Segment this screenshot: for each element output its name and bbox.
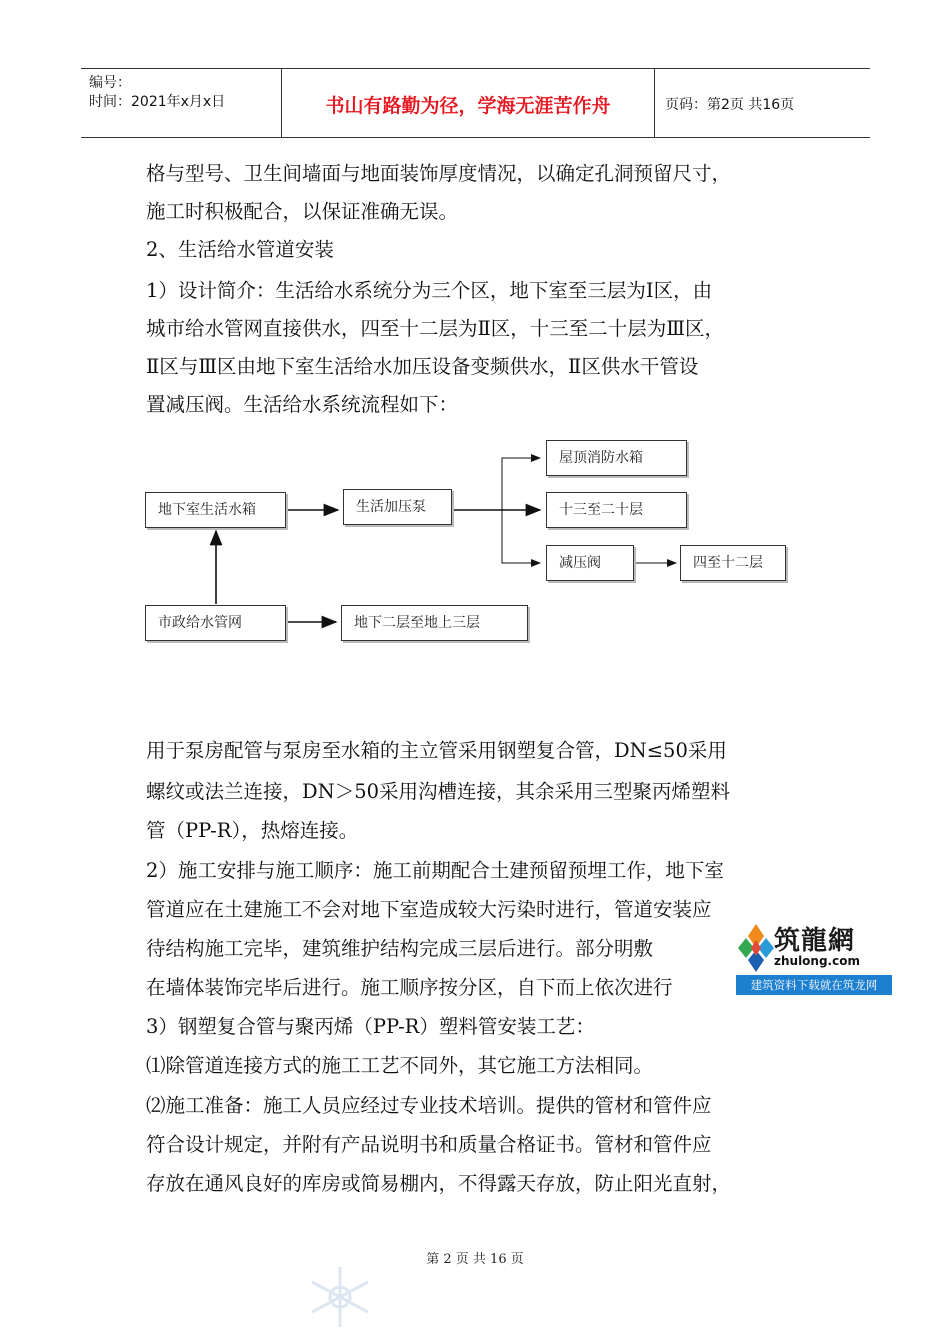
body-line: 用于泵房配管与泵房至水箱的主立管采用钢塑复合管，DN≤50采用 [146, 739, 727, 762]
body-line: 在墙体装饰完毕后进行。施工顺序按分区，自下而上依次进行 [146, 976, 673, 999]
body-line: 管（PP-R），热熔连接。 [146, 819, 359, 842]
body-line: 城市给水管网直接供水，四至十二层为Ⅱ区，十三至二十层为Ⅲ区， [146, 317, 725, 340]
box-roof-tank: 屋顶消防水箱 [546, 440, 687, 476]
box-floors-13-20: 十三至二十层 [546, 492, 687, 528]
number-label: 编号： [89, 75, 131, 91]
body-line: 1）设计简介：生活给水系统分为三个区，地下室至三层为Ⅰ区，由 [146, 279, 713, 302]
body-line: 待结构施工完毕，建筑维护结构完成三层后进行。部分明敷 [146, 937, 654, 960]
box-floors-4-12: 四至十二层 [680, 545, 786, 581]
snowflake-watermark-icon [300, 1262, 380, 1332]
box-prv: 减压阀 [546, 545, 634, 581]
body-line: Ⅱ区与Ⅲ区由地下室生活给水加压设备变频供水，Ⅱ区供水干管设 [146, 355, 699, 378]
body-line: 3）钢塑复合管与聚丙烯（PP-R）塑料管安装工艺： [146, 1015, 595, 1038]
zhulong-logo-icon [736, 920, 776, 976]
body-line: 施工时积极配合，以保证准确无误。 [146, 200, 459, 223]
page-header [81, 68, 870, 138]
body-line: 2）施工安排与施工顺序：施工前期配合土建预留预埋工作，地下室 [146, 859, 724, 882]
zhulong-watermark [736, 918, 892, 998]
box-booster-pump: 生活加压泵 [343, 489, 452, 525]
box-municipal-supply: 市政给水管网 [145, 605, 286, 641]
time-label: 时间：2021年x月x日 [89, 94, 226, 110]
page-label: 页码：第2页 共16页 [665, 97, 795, 113]
body-line: 管道应在土建施工不会对地下室造成较大污染时进行，管道安装应 [146, 898, 712, 921]
watermark-url: zhulong.com [774, 954, 860, 968]
body-line: 置减压阀。生活给水系统流程如下： [146, 393, 459, 416]
box-basement-tank: 地下室生活水箱 [145, 492, 286, 528]
body-line: 符合设计规定，并附有产品说明书和质量合格证书。管材和管件应 [146, 1133, 712, 1156]
motto: 书山有路勤为径，学海无涯苦作舟 [325, 95, 611, 117]
watermark-slogan: 建筑资料下载就在筑龙网 [736, 975, 892, 995]
page-footer: 第 2 页 共 16 页 [426, 1252, 524, 1267]
body-line: 螺纹或法兰连接，DN＞50采用沟槽连接，其余采用三型聚丙烯塑料 [146, 780, 731, 803]
body-line: 存放在通风良好的库房或简易棚内，不得露天存放，防止阳光直射， [146, 1172, 732, 1195]
box-floors-b2-3: 地下二层至地上三层 [341, 605, 528, 641]
header-motto-cell [282, 69, 655, 137]
header-meta-cell [81, 69, 282, 137]
watermark-brand: 筑龍網 [774, 926, 856, 956]
section-heading: 2、生活给水管道安装 [146, 238, 334, 261]
body-line: 格与型号、卫生间墙面与地面装饰厚度情况，以确定孔洞预留尺寸， [146, 162, 732, 185]
header-page-cell [655, 69, 870, 137]
body-line: ⑴除管道连接方式的施工工艺不同外，其它施工方法相同。 [146, 1054, 654, 1077]
body-line: ⑵施工准备：施工人员应经过专业技术培训。提供的管材和管件应 [146, 1094, 712, 1117]
